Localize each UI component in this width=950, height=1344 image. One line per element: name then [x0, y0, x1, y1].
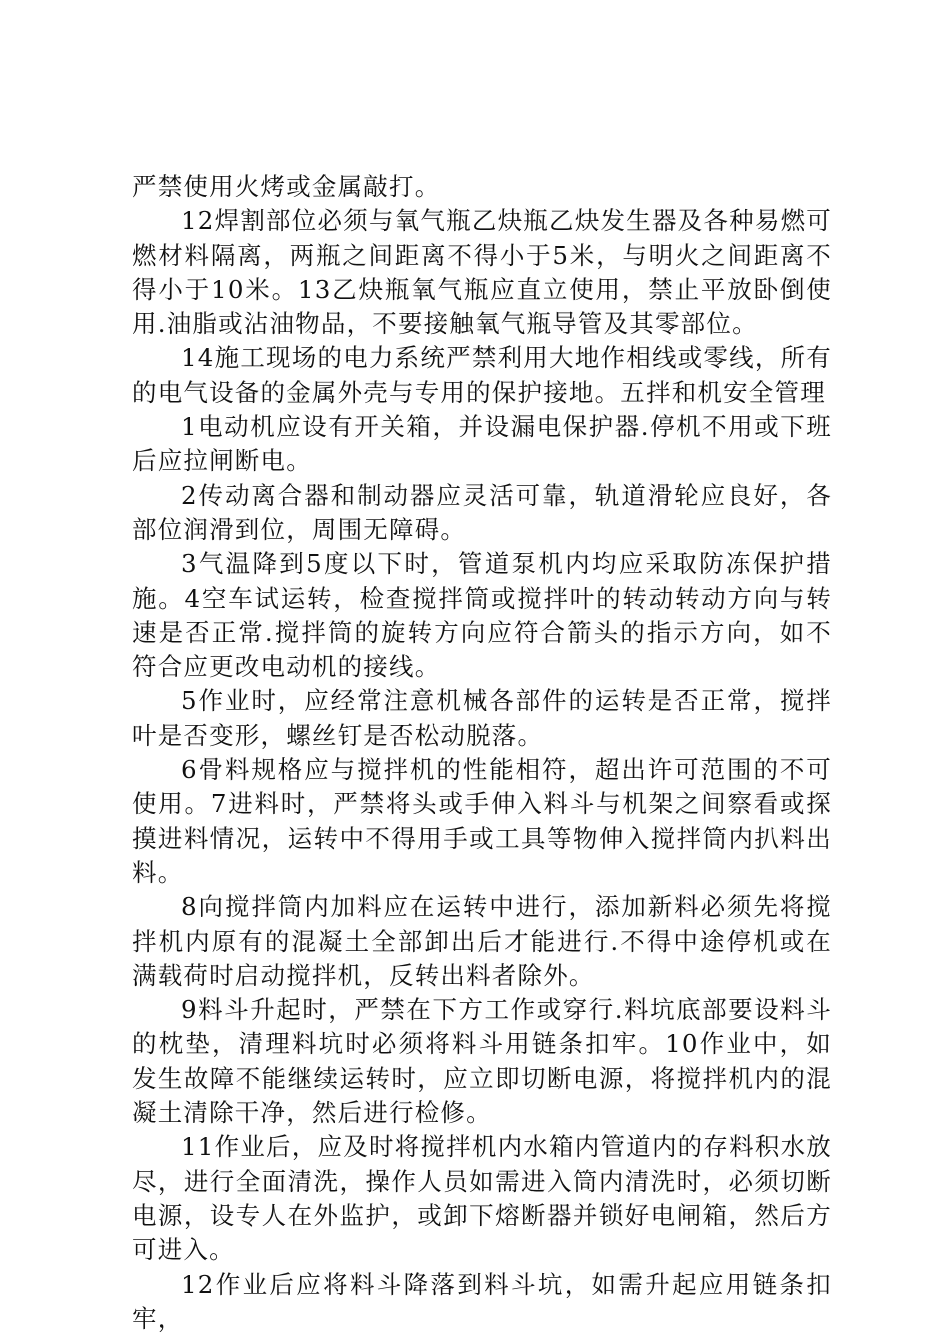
paragraph-5: 3气温降到5度以下时，管道泵机内均应采取防冻保护措施。4空车试运转，检查搅拌筒或搅拌叶的转动转动方向与转速是否正常.搅拌筒的旋转方向应符合箭头的指示方向，如不符合应更改电动机的接线。	[132, 549, 832, 682]
paragraph-10: 11作业后，应及时将搅拌机内水箱内管道内的存料积水放尽，进行全面清洗，操作人员如需进入筒内清洗时，必须切断电源，设专人在外监护，或卸下熔断器并锁好电闸箱，然后方可进入。	[132, 1132, 832, 1265]
paragraph-3: 1电动机应设有开关箱，并设漏电保护器.停机不用或下班后应拉闸断电。	[132, 412, 832, 476]
paragraph-1: 12焊割部位必须与氧气瓶乙炔瓶乙炔发生器及各种易燃可燃材料隔离，两瓶之间距离不得小于5米，与明火之间距离不得小于10米。13乙炔瓶氧气瓶应直立使用，禁止平放卧倒使用.油脂或沾油物品，不要接触氧气瓶导管及其零部位。	[132, 206, 832, 339]
paragraph-4: 2传动离合器和制动器应灵活可靠，轨道滑轮应良好，各部位润滑到位，周围无障碍。	[132, 480, 832, 544]
paragraph-2: 14施工现场的电力系统严禁利用大地作相线或零线，所有的电气设备的金属外壳与专用的保护接地。五拌和机安全管理	[132, 343, 832, 407]
paragraph-0: 严禁使用火烤或金属敲打。	[132, 172, 441, 201]
paragraph-6: 5作业时，应经常注意机械各部件的运转是否正常，搅拌叶是否变形，螺丝钉是否松动脱落。	[132, 686, 832, 750]
paragraph-11: 12作业后应将料斗降落到料斗坑，如需升起应用链条扣牢，	[132, 1269, 832, 1333]
paragraph-9: 9料斗升起时，严禁在下方工作或穿行.料坑底部要设料斗的枕垫，清理料坑时必须将料斗用链条扣牢。10作业中，如发生故障不能继续运转时，应立即切断电源，将搅拌机内的混凝土清除干净，然后进行检修。	[132, 995, 832, 1128]
document-body	[132, 170, 832, 1336]
paragraph-8: 8向搅拌筒内加料应在运转中进行，添加新料必须先将搅拌机内原有的混凝土全部卸出后才能进行.不得中途停机或在满载荷时启动搅拌机，反转出料者除外。	[132, 892, 832, 990]
paragraph-7: 6骨料规格应与搅拌机的性能相符，超出许可范围的不可使用。7进料时，严禁将头或手伸入料斗与机架之间察看或探摸进料情况，运转中不得用手或工具等物伸入搅拌筒内扒料出料。	[132, 755, 832, 887]
